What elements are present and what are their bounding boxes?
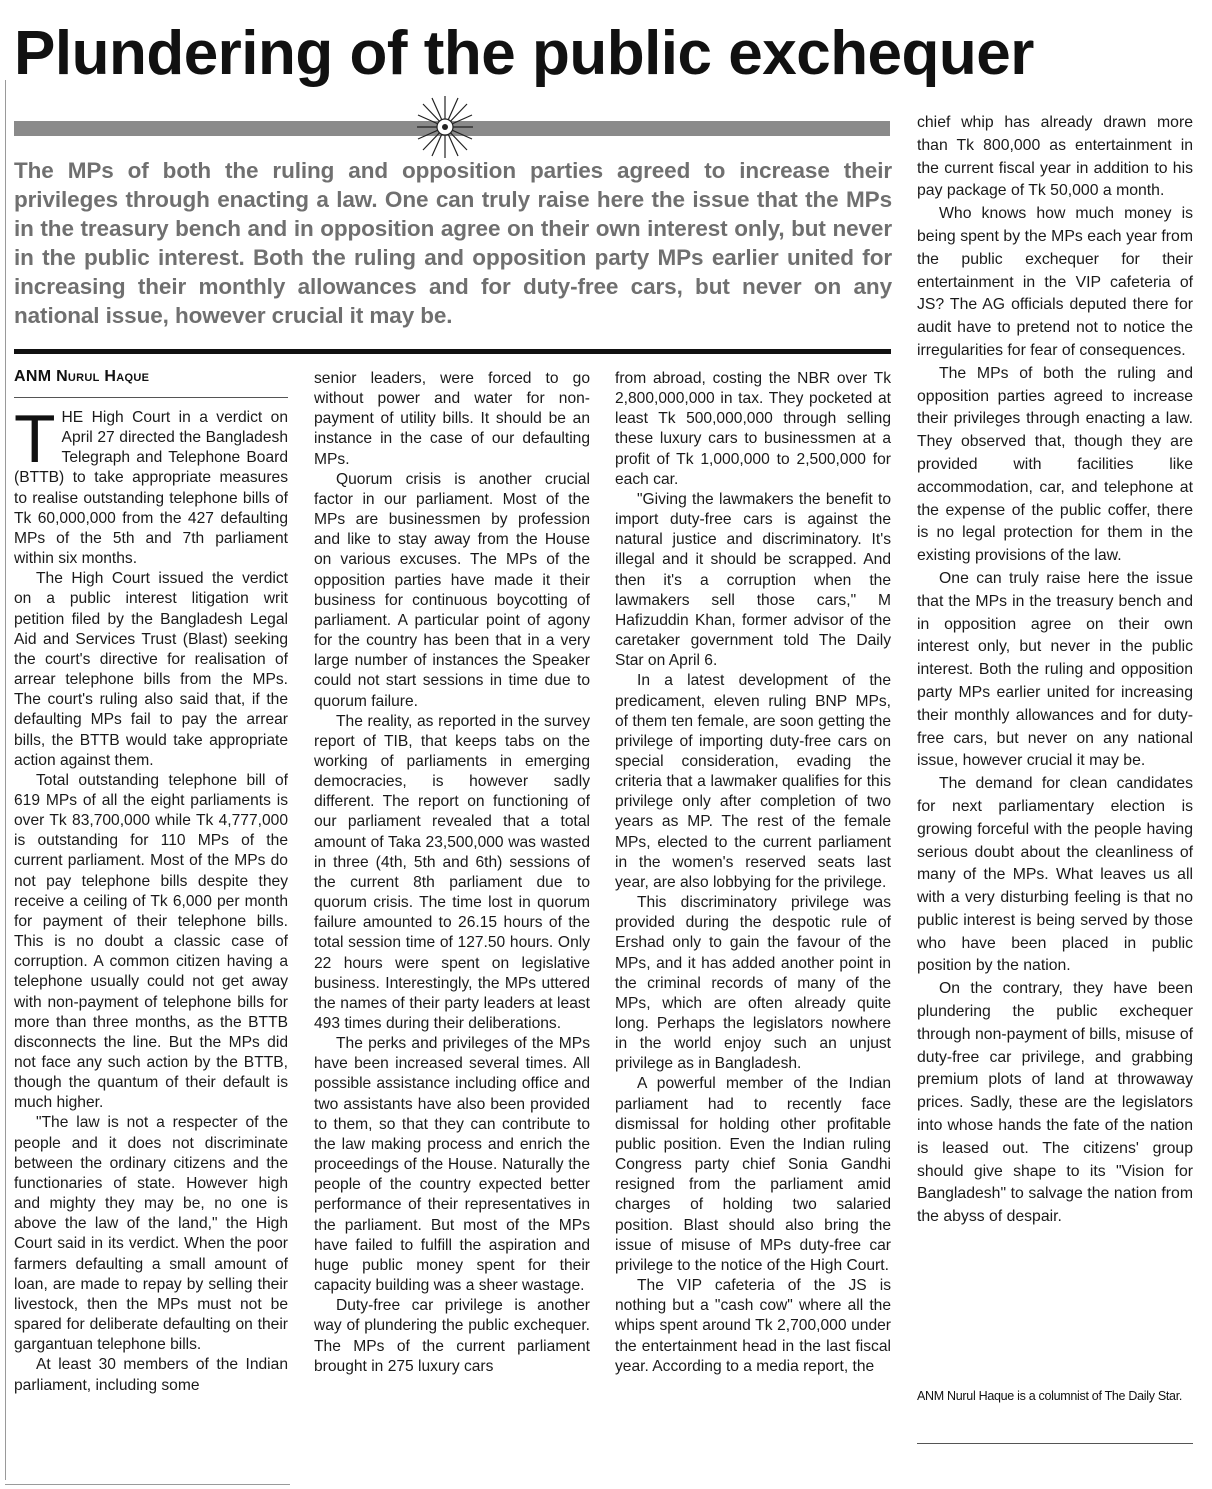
paragraph: The demand for clean candidates for next parliamentary election is growing forceful with the people having serious doubt about the cleanliness of many of the MPs. What leaves us all with a very disturbing feeling is that no public interest is being served by those who have been placed in public position by the nation. — [917, 775, 1193, 975]
paragraph: "The law is not a respecter of the people and it does not discriminate between the ordinary citizens and the functionaries of state. However high and mighty they may be, no one is above the law of the land," the High Court said in its verdict. When the poor farmers defaulting a small amount of loan, are made to repay by selling their livestock, then the MPs must not be spared for deliberate defaulting on their gargantuan telephone bills. — [14, 1114, 288, 1354]
paragraph: On the contrary, they have been plundering the public exchequer through non-payment of bills, misuse of duty-free car privilege, and grabbing premium plots of land at throwaway prices. Sadly, these are the legislators into whose hands the fate of the nation is leased out. The citizens' group should give shape to its "Vision for Bangladesh" to salvage the nation from the abyss of despair. — [917, 980, 1193, 1226]
paragraph: The High Court issued the verdict on a public interest litigation writ petition filed by the Bangladesh Legal Aid and Services Trust (Blast) seeking the court's directive for realisation of arrear telephone bills from the MPs. The court's ruling also said that, if the defaulting MPs fail to pay the arrear bills, the BTTB would take appropriate action against them. — [14, 570, 288, 769]
article-column-4 — [917, 112, 1193, 1229]
bottom-margin-rule — [5, 1484, 290, 1485]
paragraph: The reality, as reported in the survey report of TIB, that keeps tabs on the working of parliaments in emerging democracies, is however sadly different. The report on functioning of our parliament revealed that a total amount of Taka 23,500,000 was wasted in three (4th, 5th and 6th) sessions of the current 8th parliament due to quorum crisis. The time lost in quorum failure amounted to 26.15 hours of the total session time of 127.50 hours. Only 22 hours were spent on legislative business. Interestingly, the MPs uttered the names of their party leaders at least 493 times during their deliberations. — [314, 712, 590, 1032]
paragraph: Total outstanding telephone bill of 619 MPs of all the eight parliaments is over Tk 83,700,000 while Tk 4,777,000 is outstanding for 110 MPs of the current parliament. Most of the MPs do not pay telephone bills despite they receive a ceiling of Tk 6,000 per month for payment of their telephone bills. This is no doubt a classic case of corruption. A common citizen having a telephone usually could not get away with non-payment of telephone bills for more than three months, as the BTTB disconnects the line. But the MPs did not face any such action by the BTTB, though the quantum of their default is much higher. — [14, 771, 288, 1112]
paragraph: The MPs of both the ruling and opposition parties agreed to increase their privileges through enacting a law. They observed that, though they are provided with facilities like accommodation, car, and telephone at the expense of the public coffer, there is no legal protection for them in the existing provisions of the law. — [917, 364, 1193, 565]
left-margin-rule — [5, 80, 6, 1480]
paragraph: The perks and privileges of the MPs have been increased several times. All possible assistance including office and two assistants have also been provided to them, so that they can contribute to the law making process and enrich the proceedings of the House. Naturally the people of the country expected better performance of their representatives in the parliament. But most of the MPs have failed to fulfill the aspiration and huge public money spent for their capacity building was a sheer wastage. — [314, 1035, 590, 1295]
article-column-1 — [14, 401, 288, 1396]
paragraph: Who knows how much money is being spent by the MPs each year from the public exchequer for their entertainment in the VIP cafeteria of JS? The AG officials deputed there for audit have to pretend not to notice the irregularities for fear of consequences. — [917, 205, 1193, 359]
paragraph: "Giving the lawmakers the benefit to import duty-free cars is against the natural justice and discriminatory. It's illegal and it should be scrapped. And then it's a corruption when the lawmakers sell those cars," M Hafizuddin Khan, former advisor of the caretaker government told The Daily Star on April 6. — [615, 490, 891, 670]
paragraph: from abroad, costing the NBR over Tk 2,800,000,000 in tax. They pocketed at least Tk 500,000,000 through selling these luxury cars to businessmen at a profit of Tk 1,000,000 to 2,500,000 for each car. — [615, 370, 891, 488]
article-deck: The MPs of both the ruling and opposition parties agreed to increase their privileges through enacting a law. One can truly raise here the issue that the MPs in the treasury bench and in opposition agree on their own interest only, but never in the public interest. Both the ruling and opposition party MPs earlier united for increasing their monthly allowances and for duty-free cars, but never on any national issue, however crucial it may be. — [14, 158, 892, 328]
starburst-icon — [417, 96, 473, 158]
byline-rule — [14, 397, 288, 398]
deck-divider — [14, 349, 891, 354]
paragraph: One can truly raise here the issue that the MPs in the treasury bench and in opposition agree on their own interest only, but never in the public interest. Both the ruling and opposition party MPs earlier united for increasing their monthly allowances and for duty-free cars, but never on any national issue, however crucial it may be. — [917, 569, 1193, 770]
paragraph: The VIP cafeteria of the JS is nothing but a "cash cow" where all the whips spent around Tk 2,700,000 under the entertainment head in the last fiscal year. According to a media report, the — [615, 1277, 891, 1375]
byline: ANM Nurul Haque — [14, 368, 150, 385]
drop-cap: T — [14, 401, 56, 477]
end-rule — [917, 1443, 1193, 1444]
paragraph: Quorum crisis is another crucial factor in our parliament. Most of the MPs are businessmen by profession and like to stay away from the House on various excuses. The MPs of the opposition parties have made it their business for continuous boycotting of parliament. A particular point of agony for the country has been that in a very large number of instances the Speaker could not start sessions in time due to quorum failure. — [314, 470, 590, 710]
paragraph: A powerful member of the Indian parliament had to recently face dismissal for holding other profitable public position. Even the Indian ruling Congress party chief Sonia Gandhi resigned from the parliament amid charges of holding two salaried position. Blast should also bring the issue of misuse of MPs duty-free car privilege to the notice of the High Court. — [615, 1075, 891, 1274]
paragraph: At least 30 members of the Indian parliament, including some — [14, 1356, 288, 1394]
paragraph: chief whip has already drawn more than Tk 800,000 as entertainment in the current fiscal year in addition to his pay package of Tk 50,000 a month. — [917, 114, 1193, 200]
author-note: ANM Nurul Haque is a columnist of The Daily Star. — [917, 1389, 1183, 1403]
paragraph: senior leaders, were forced to go without power and water for non-payment of utility bills. It should be an instance in the case of our defaulting MPs. — [314, 370, 590, 468]
paragraph: This discriminatory privilege was provided during the despotic rule of Ershad only to gain the favour of the MPs, and it has added another point in the criminal records of many of the MPs, which are often already quite long. Perhaps the legislators nowhere in the world enjoy such an unjust privilege as in Bangladesh. — [615, 894, 891, 1073]
article-column-3 — [615, 369, 891, 1377]
paragraph: THE High Court in a verdict on April 27 directed the Bangladesh Telegraph and Telephone Board (BTTB) to take appropriate measures to realise outstanding telephone bills of Tk 60,000,000 from the 427 defaulting MPs of the 5th and 7th parliament within six months. — [14, 401, 288, 568]
paragraph: In a latest development of the predicament, eleven ruling BNP MPs, of them ten female, are soon getting the privilege of importing duty-free cars on special consideration, evading the criteria that a lawmaker qualifies for this privilege only after completion of two years as MP. The rest of the female MPs, elected to the current parliament in the women's reserved seats last year, are also lobbying for the privilege. — [615, 672, 891, 891]
paragraph: Duty-free car privilege is another way of plundering the public exchequer. The MPs of the current parliament brought in 275 luxury cars — [314, 1297, 590, 1375]
headline: Plundering of the public exchequer — [14, 19, 1034, 88]
article-column-2 — [314, 369, 590, 1377]
